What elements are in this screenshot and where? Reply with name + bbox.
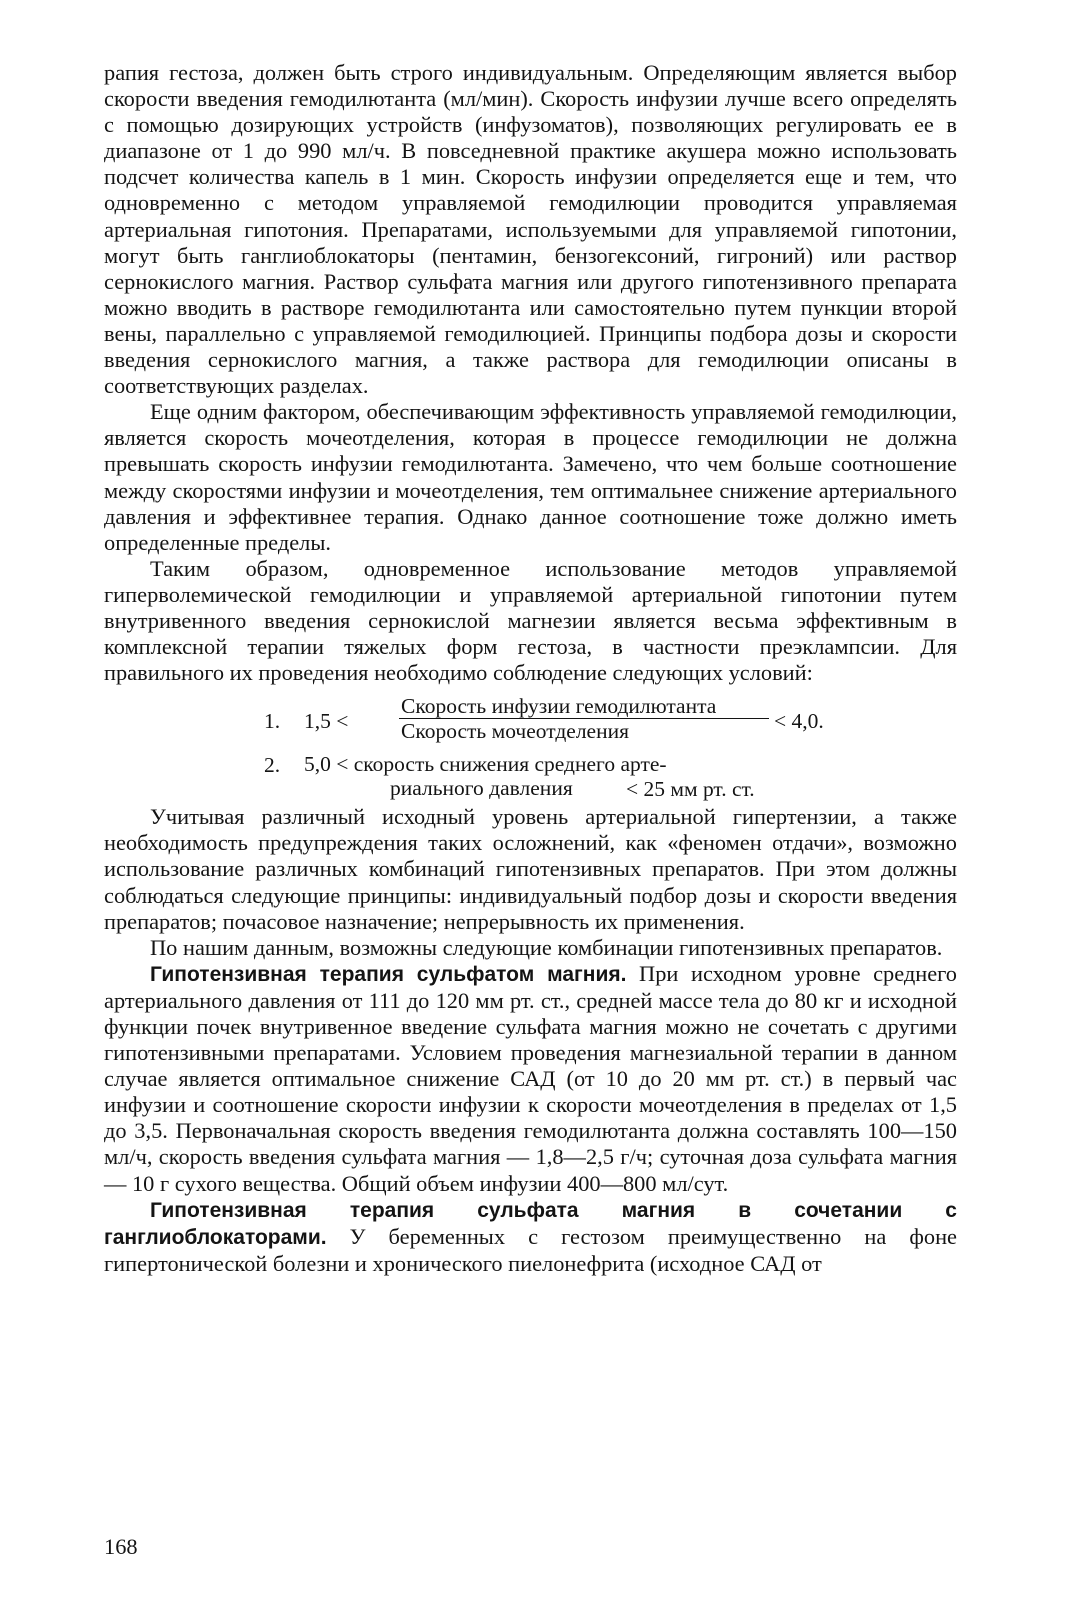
section-heading: Гипотензивная терапия сульфатом магния. [150,962,627,986]
formula-number: 1. [264,709,281,734]
formula-line: 5,0 < скорость снижения среднего арте- [304,752,667,777]
paragraph: По нашим данным, возможны следующие комбинации гипотензивных препаратов. [150,934,943,960]
paragraph: рапия гестоза, должен быть строго индивидуальным. Определяющим является выбор скорости введения гемодилютанта (мл/мин). Скорость инфузии лучше всего определять с помощью дозирующих устройств (инфузоматов), позволяющих регулировать ее в диапазоне от 1 до 990 мл/ч. В повседневной практике акушера можно использовать подсчет количества капель в 1 мин. Скорость инфузии определяется еще и тем, что одновременно с методом управляемой гемодилюции проводится управляемая артериальная гипотония. Препаратами, используемыми для управляемой гипотонии, могут быть ганглиоблокаторы (пентамин, бензогексоний, гигроний) или раствор сернокислого магния. Раствор сульфата магния или другого гипотензивного препарата можно вводить в растворе гемодилютанта или самостоятельно путем пункции второй вены, параллельно с управляемой гемодилюцией. Принципы подбора дозы и скорости введения сернокислого магния, а также раствора для гемодилюции описаны в соответствующих разделах. [104,60,957,399]
paragraph: Учитывая различный исходный уровень артериальной гипертензии, а также необходимость предупреждения таких осложнений, как «феномен отдачи», возможно использование различных комбинаций гипотензивных препаратов. При этом должны соблюдаться следующие принципы: индивидуальный подбор дозы и скорости введения препаратов; почасовое назначение; непрерывность их применения. [104,804,957,934]
section-heading: Гипотензивная терапия сульфата магния в сочетании с ганглиоблокаторами. [104,1198,957,1249]
formula-lower-bound: 1,5 < [304,709,349,734]
paragraph: Еще одним фактором, обеспечивающим эффективность управляемой гемодилюции, является скорость мочеотделения, которая в процессе гемодилюции не должна превышать скорость инфузии гемодилютанта. Замечено, что чем больше соотношение между скоростями инфузии и мочеотделения, тем оптимальнее снижение артериального давления и эффективнее терапия. Однако данное соотношение тоже должно иметь определенные пределы. [104,399,957,555]
formula-number: 2. [264,753,281,778]
section-paragraph [104,961,957,1197]
fraction-numerator: Скорость инфузии гемодилютанта [399,694,769,719]
formula-body [304,752,667,800]
formula-pressure [264,752,884,804]
formula-upper-bound: < 4,0. [774,709,824,734]
formula-line: риального давления [390,776,573,801]
page-number: 168 [104,1534,138,1559]
section-paragraph [104,1197,957,1277]
section-text: При исходном уровне среднего артериального давления от 111 до 120 мм рт. ст., средней массе тела до 80 кг и исходной функции почек внутривенное введение сульфата магния можно не сочетать с другими гипотензивными препаратами. Условием проведения магнезиальной терапии в данном случае является оптимальное снижение САД (от 10 до 20 мм рт. ст.) в первый час инфузии и соотношение скорости инфузии к скорости мочеотделения в пределах от 1,5 до 3,5. Первоначальная скорость введения гемодилютанта должна составлять 100—150 мл/ч, скорость введения сульфата магния — 1,8—2,5 г/ч; суточная доза сульфата магния — 10 г сухого вещества. Общий объем инфузии 400—800 мл/сут. [104,960,958,1196]
body-text [104,60,957,1277]
conditions-formulas [104,686,957,804]
formula-fraction [399,694,769,743]
formula-upper-bound: < 25 мм рт. ст. [626,777,755,802]
section-text: У беременных с гестозом преимущественно на фоне гипертонической болезни и хронического пиелонефрита (исходное САД от [104,1223,957,1276]
fraction-denominator: Скорость мочеотделения [401,719,629,744]
paragraph: Таким образом, одновременное использование методов управляемой гиперволемической гемодилюции и управляемой артериальной гипотонии путем внутривенного введения сернокислой магнезии является весьма эффективным в комплексной терапии тяжелых форм гестоза, в частности преэклампсии. Для правильного их проведения необходимо соблюдение следующих условий: [104,555,957,686]
formula-ratio [264,694,884,750]
